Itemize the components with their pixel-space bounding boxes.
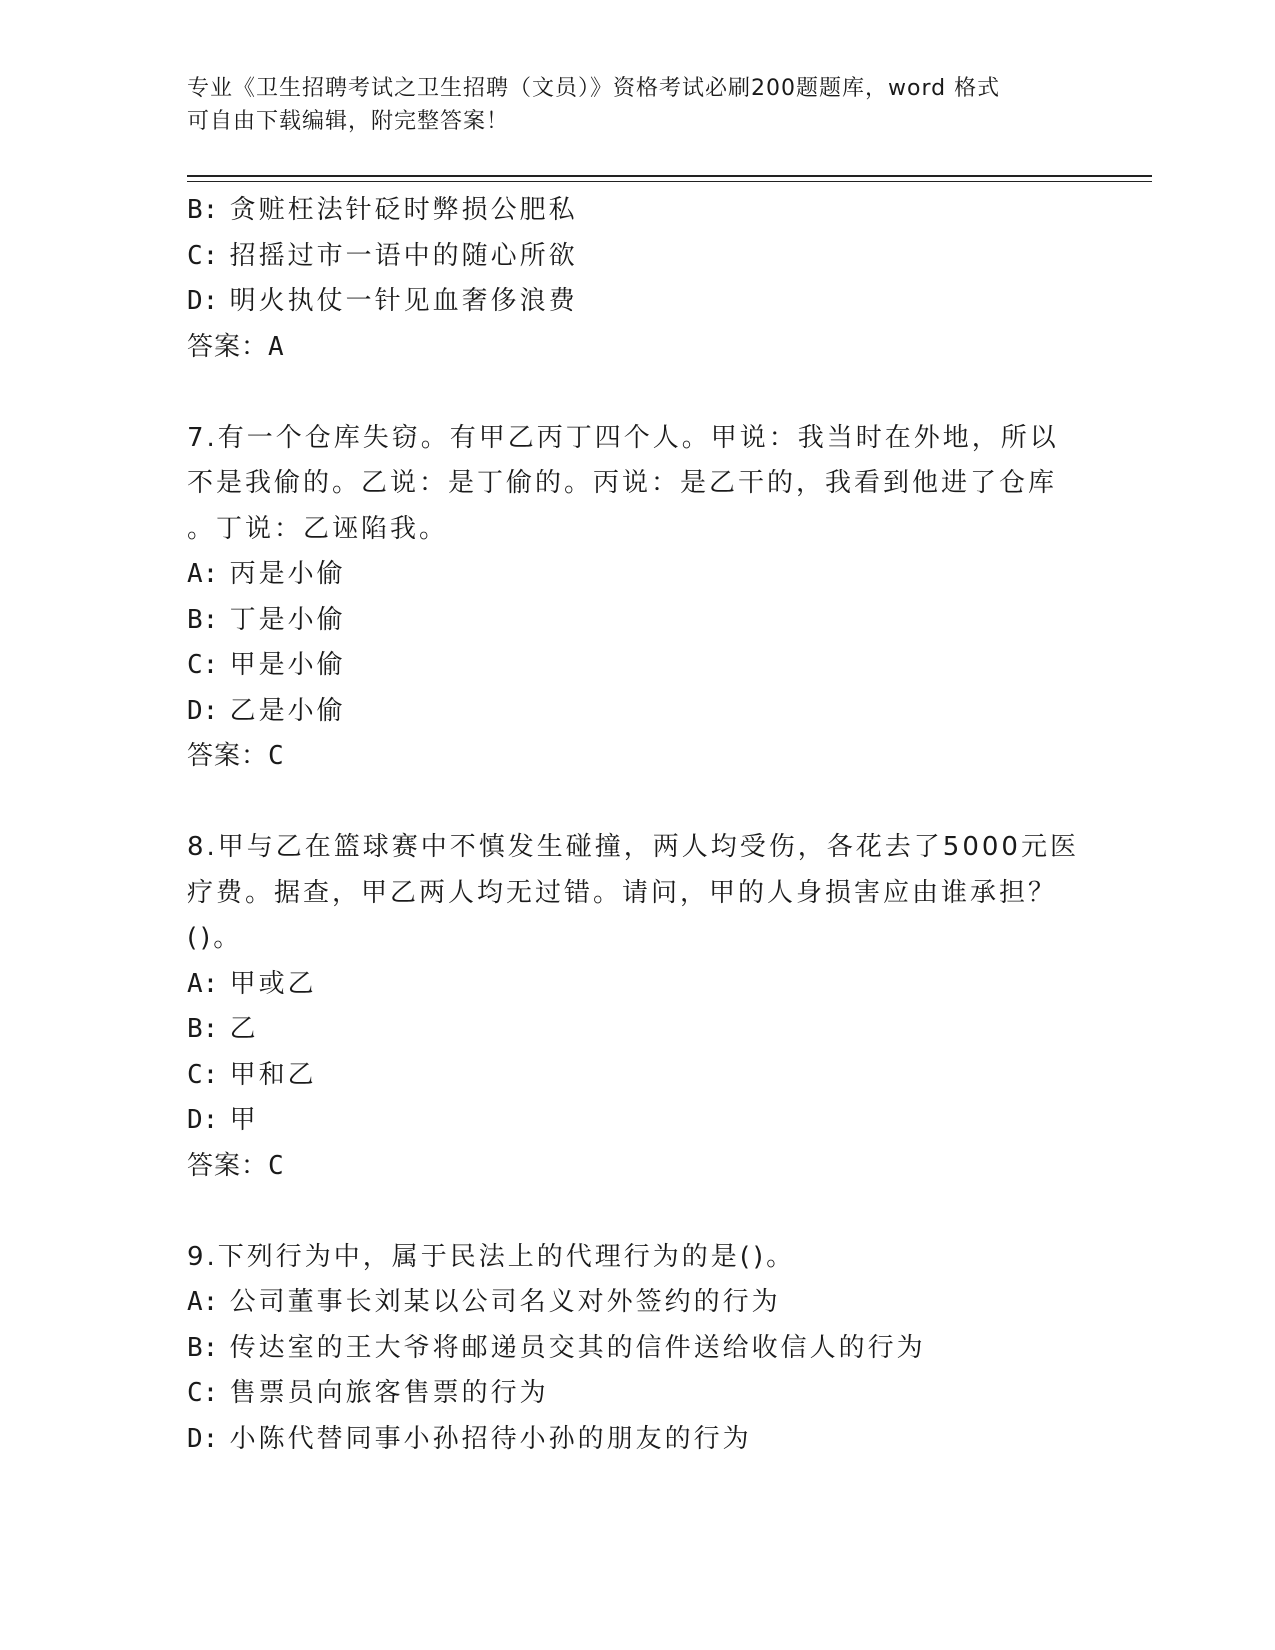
option-text: 丁是小偷 (229, 604, 346, 635)
question-8 (187, 825, 1107, 1189)
document-header (187, 72, 1087, 138)
question-text-line: 疗费。据查，甲乙两人均无过错。请问，甲的人身损害应由谁承担？ (187, 877, 1058, 908)
option-d (187, 689, 1107, 735)
question-7 (187, 416, 1107, 780)
answer-label: 答案： (187, 1150, 269, 1181)
header-title-line-1: 专业《卫生招聘考试之卫生招聘（文员）》资格考试必刷200题题库，word 格式 (187, 76, 1001, 101)
option-a (187, 962, 1107, 1008)
option-text: 甲是小偷 (229, 650, 346, 680)
option-c (187, 1371, 1107, 1417)
question-9 (187, 1235, 1107, 1463)
option-letter: A: (187, 559, 219, 589)
question-text-line: ()。 (187, 923, 243, 953)
spacer (187, 780, 1107, 826)
option-letter: D: (187, 286, 219, 316)
header-title-line-2: 可自由下载编辑，附完整答案！ (187, 109, 510, 134)
option-letter: A: (187, 1287, 219, 1317)
question-text-line: 不是我偷的。乙说：是丁偷的。丙说：是乙干的，我看到他进了仓库 (187, 468, 1058, 498)
option-letter: D: (187, 695, 219, 726)
option-c (187, 643, 1107, 689)
document-content (187, 188, 1107, 1462)
option-letter: C: (187, 650, 219, 680)
option-b (187, 598, 1107, 644)
answer-value: C (268, 1150, 285, 1181)
option-text: 甲或乙 (229, 968, 317, 999)
option-letter: C: (187, 1378, 219, 1408)
option-b (187, 1007, 1107, 1053)
option-letter: B: (187, 1332, 219, 1363)
option-letter: C: (187, 240, 219, 271)
option-text: 招摇过市一语中的随心所欲 (229, 240, 578, 271)
answer-line (187, 734, 1107, 780)
option-text: 售票员向旅客售票的行为 (229, 1378, 549, 1408)
option-letter: B: (187, 1014, 219, 1044)
question-text-line: 。丁说：乙诬陷我。 (187, 513, 449, 544)
question-6-continued (187, 188, 1107, 370)
option-a (187, 552, 1107, 598)
answer-value: A (268, 331, 285, 362)
option-d (187, 1417, 1107, 1463)
option-b (187, 1326, 1107, 1372)
option-text: 贪赃枉法针砭时弊损公肥私 (229, 195, 578, 225)
option-text: 小陈代替同事小孙招待小孙的朋友的行为 (229, 1423, 752, 1454)
option-letter: D: (187, 1423, 219, 1454)
spacer (187, 1189, 1107, 1235)
option-a (187, 1280, 1107, 1326)
option-c (187, 1053, 1107, 1099)
option-text: 甲 (229, 1105, 259, 1135)
option-d (187, 1098, 1107, 1144)
option-d (187, 279, 1107, 325)
answer-line (187, 325, 1107, 371)
question-text-line: 8.甲与乙在篮球赛中不慎发生碰撞，两人均受伤，各花去了5000元医 (187, 832, 1079, 862)
question-text-line: 7.有一个仓库失窃。有甲乙丙丁四个人。甲说：我当时在外地，所以 (187, 422, 1059, 453)
header-rule-thick (187, 175, 1152, 177)
answer-value: C (268, 741, 285, 771)
answer-line (187, 1144, 1107, 1190)
spacer (187, 370, 1107, 416)
option-c (187, 234, 1107, 280)
option-letter: B: (187, 604, 219, 635)
option-letter: A: (187, 968, 219, 999)
option-letter: C: (187, 1059, 219, 1090)
header-rule-thin (187, 181, 1152, 182)
option-text: 乙 (229, 1014, 259, 1044)
option-text: 公司董事长刘某以公司名义对外签约的行为 (229, 1287, 781, 1317)
answer-label: 答案： (187, 741, 269, 771)
option-b (187, 188, 1107, 234)
option-text: 明火执仗一针见血奢侈浪费 (229, 286, 578, 316)
option-text: 传达室的王大爷将邮递员交其的信件送给收信人的行为 (229, 1332, 926, 1363)
option-letter: B: (187, 195, 219, 225)
option-text: 乙是小偷 (229, 695, 346, 726)
question-text-line: 9.下列行为中，属于民法上的代理行为的是()。 (187, 1241, 796, 1272)
option-letter: D: (187, 1105, 219, 1135)
answer-label: 答案： (187, 331, 269, 362)
option-text: 甲和乙 (229, 1059, 317, 1090)
option-text: 丙是小偷 (229, 559, 346, 589)
